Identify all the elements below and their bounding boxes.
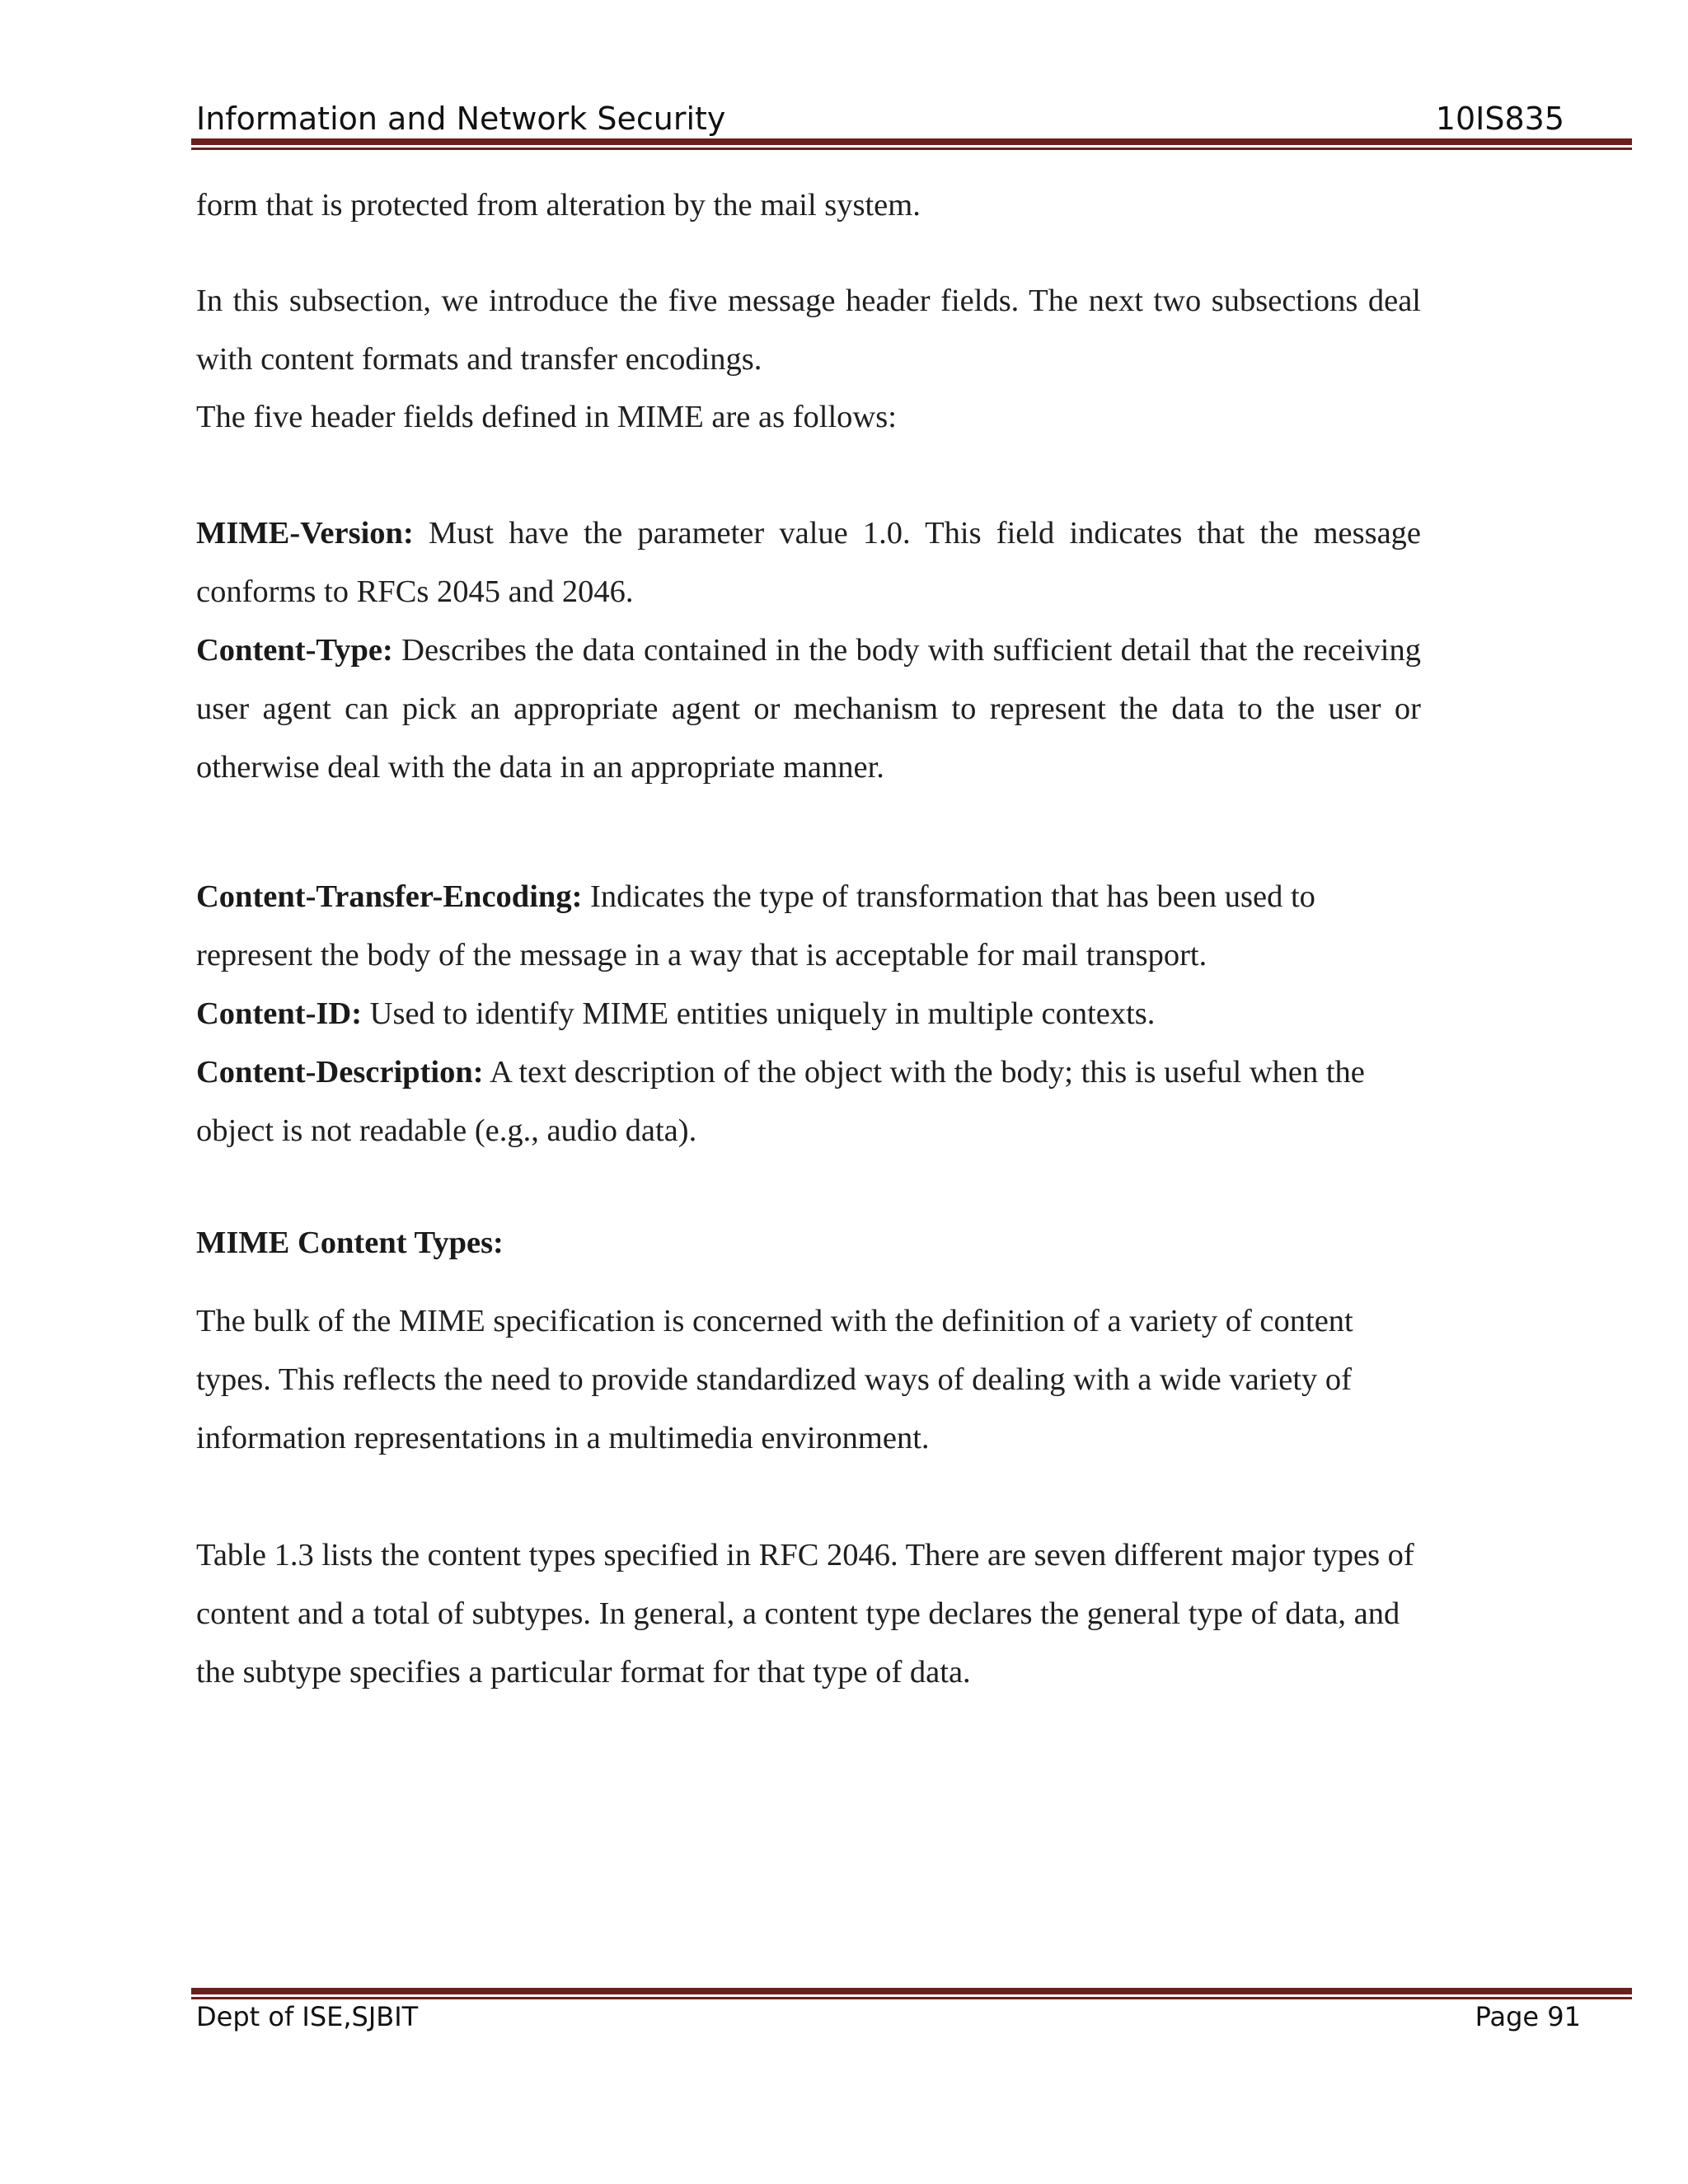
field-content-id — [196, 985, 1421, 1043]
field-content-description — [196, 1043, 1421, 1160]
field-desc: A text description of the object with the body; this is useful when the object is not readable (e.g., audio data). — [196, 1055, 1365, 1148]
section-heading: MIME Content Types: — [196, 1226, 504, 1260]
footer-dept: Dept of ISE,SJBIT — [196, 2001, 419, 2032]
page-body — [196, 176, 1421, 235]
subsection-intro — [196, 272, 1421, 447]
header-field-list-2 — [196, 868, 1421, 1160]
header-title: Information and Network Security — [196, 101, 726, 137]
page-number: Page 91 — [1475, 2001, 1581, 2032]
content-types-body — [196, 1292, 1421, 1468]
header-field-list — [196, 504, 1421, 797]
field-term: MIME-Version: — [196, 516, 414, 551]
field-term: Content-Type: — [196, 633, 393, 668]
header-rule — [191, 138, 1632, 150]
content-types-section — [196, 1214, 1421, 1272]
paragraph-intro-continuation: form that is protected from alteration by the mail system. — [196, 188, 921, 223]
field-term: Content-ID: — [196, 996, 363, 1031]
field-desc: Indicates the type of transformation that has been used to represent the body of the message in a way that is acceptable for mail transport. — [196, 879, 1315, 972]
field-term: Content-Description: — [196, 1055, 484, 1090]
field-desc: Describes the data contained in the body with sufficient detail that the receiving user agent can pick an appropriate agent or mechanism to represent the data to the user or otherwise deal with the data in an appropriate manner. — [196, 633, 1422, 785]
paragraph-fields-intro: The five header fields defined in MIME are as follows: — [196, 400, 897, 434]
course-code: 10IS835 — [1435, 101, 1564, 137]
table-reference — [196, 1526, 1421, 1702]
paragraph-subsection: In this subsection, we introduce the five message header fields. The next two subsections deal with content formats and transfer encodings. — [196, 284, 1421, 377]
paragraph-table-ref: Table 1.3 lists the content types specified in RFC 2046. There are seven different major types of content and a total of subtypes. In general, a content type declares the general type of data, and the subtype specifies a particular format for that type of data. — [196, 1538, 1414, 1690]
field-desc: Must have the parameter value 1.0. This field indicates that the message conforms to RFCs 2045 and 2046. — [196, 516, 1422, 609]
field-content-type — [196, 621, 1421, 797]
field-content-transfer-encoding — [196, 868, 1421, 985]
paragraph-bulk: The bulk of the MIME specification is concerned with the definition of a variety of content types. This reflects the need to provide standardized ways of dealing with a wide variety of information representations in a multimedia environment. — [196, 1304, 1353, 1455]
page-footer — [196, 1993, 1581, 2042]
field-desc: Used to identify MIME entities uniquely in multiple contexts. — [369, 996, 1156, 1031]
field-mime-version — [196, 504, 1421, 621]
field-term: Content-Transfer-Encoding: — [196, 879, 583, 914]
